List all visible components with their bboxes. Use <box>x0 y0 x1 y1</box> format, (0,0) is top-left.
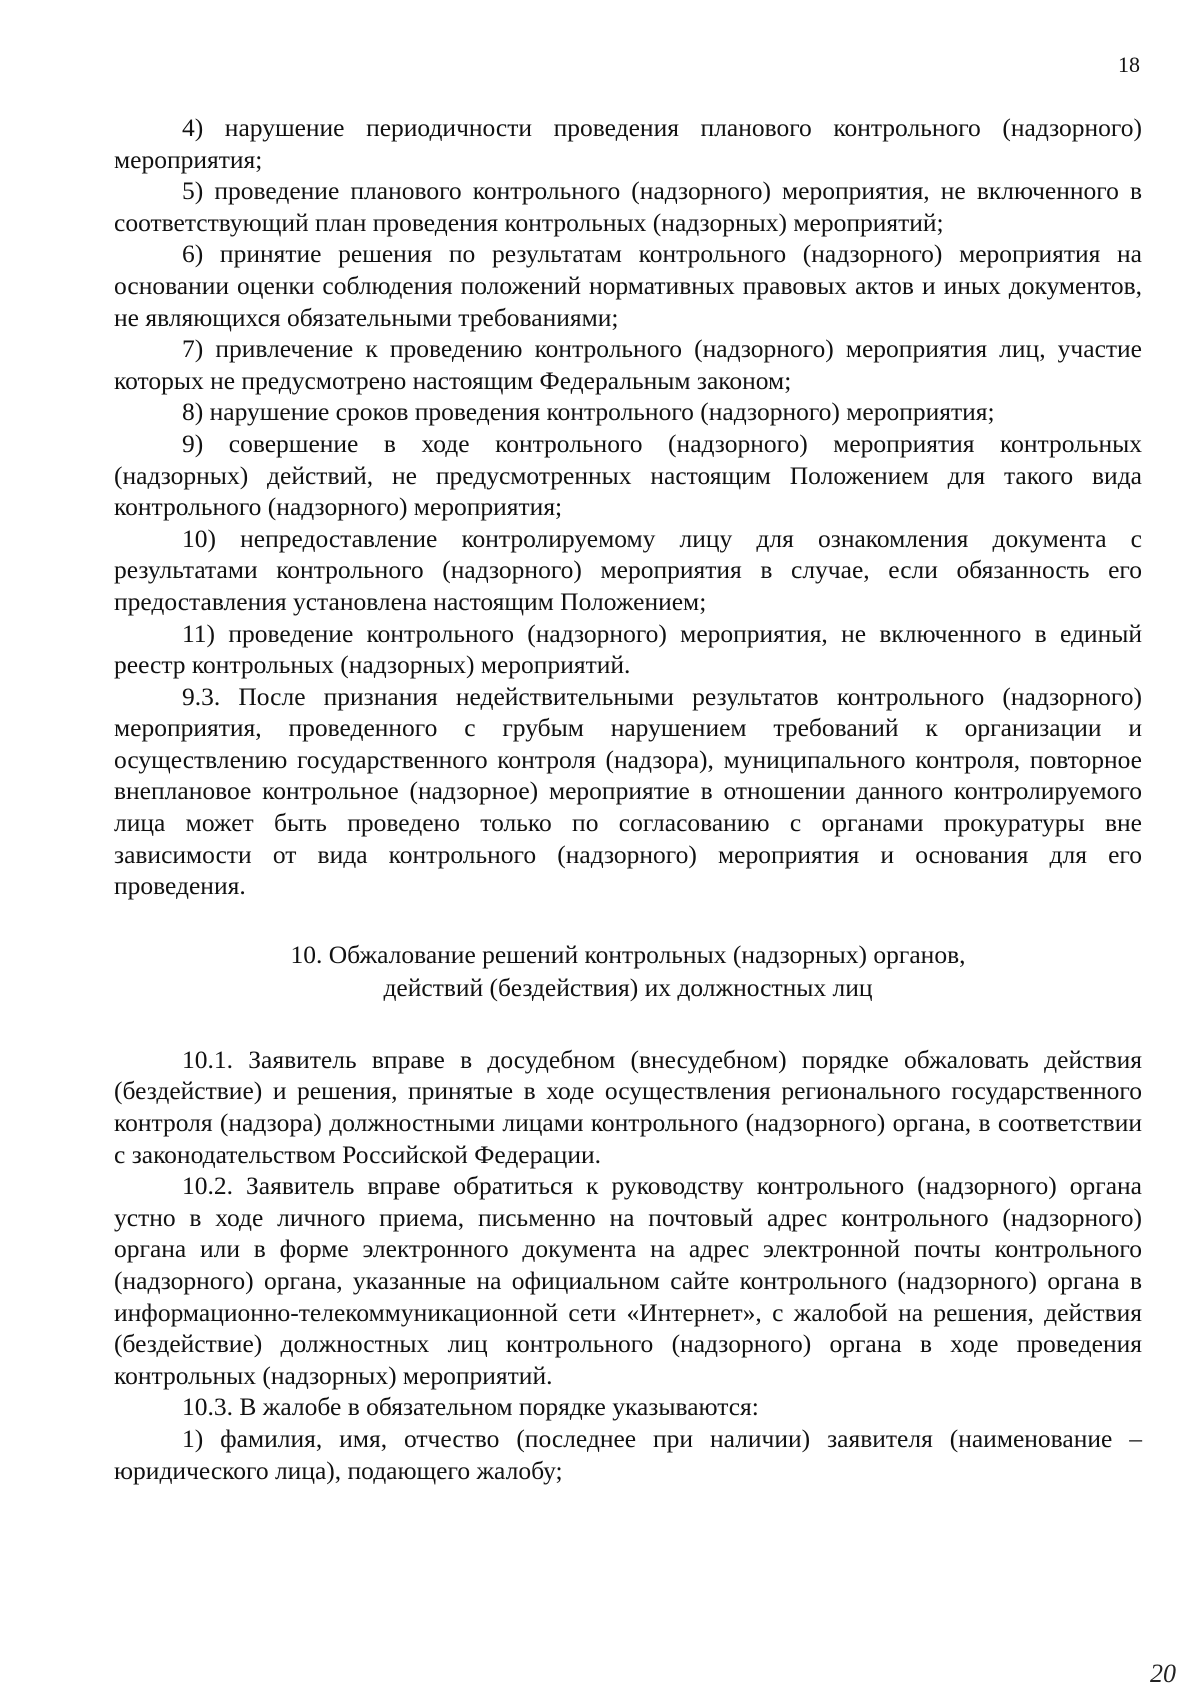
clause-10-3: 10.3. В жалобе в обязательном порядке указываются: <box>182 1392 759 1422</box>
list-item-7: 7) привлечение к проведению контрольного (надзорного) мероприятия лиц, участие которых не предусмотрено настоящим Федеральным законом; <box>114 334 1142 395</box>
clause-9-3: 9.3. После признания недействительными результатов контрольного (надзорного) мероприятия, проведенного с грубым нарушением требований к организации и осуществлению государственного контроля (надзора), муниципального контроля, повторное внеплановое контрольное (надзорное) мероприятие в отношении данного контролируемого лица может быть проведено только по согласованию с органами прокуратуры вне зависимости от вида контрольного (надзорного) мероприятия и основания для его проведения. <box>114 681 1142 901</box>
list-item-11: 11) проведение контрольного (надзорного) мероприятия, не включенного в единый реестр контрольных (надзорных) мероприятий. <box>114 618 1142 680</box>
clause-10-2: 10.2. Заявитель вправе обратиться к руководству контрольного (надзорного) органа устно в ходе личного приема, письменно на почтовый адрес контрольного (надзорного) органа или в форме электронного документа на адрес электронной почты контрольного (надзорного) органа, указанные на официальном сайте контрольного (надзорного) органа в информационно-телекоммуникационной сети «Интернет», с жалобой на решения, действия (бездействие) должностных лиц контрольного (надзорного) органа в ходе проведения контрольных (надзорных) мероприятий. <box>114 1171 1142 1390</box>
clause-10-3-item-1: 1) фамилия, имя, отчество (последнее при наличии) заявителя (наименование – юридического лица), подающего жалобу; <box>114 1423 1142 1485</box>
clause-10-1: 10.1. Заявитель вправе в досудебном (внесудебном) порядке обжаловать действия (бездействие) и решения, принятые в ходе осуществления регионального государственного контроля (надзора) должностными лицами контрольного (надзорного) органа, в соответствии с законодательством Российской Федерации. <box>114 1044 1142 1169</box>
page-number: 18 <box>1118 52 1140 77</box>
section-heading <box>114 938 1142 1004</box>
document-body <box>114 112 1142 1486</box>
list-item-9: 9) совершение в ходе контрольного (надзорного) мероприятия контрольных (надзорных) действий, не предусмотренных настоящим Положением для такого вида контрольного (надзорного) мероприятия; <box>114 428 1142 522</box>
list-item-10: 10) непредоставление контролируемому лицу для ознакомления документа с результатами контрольного (надзорного) мероприятия в случае, если обязанность его предоставления установлена настоящим Положением; <box>114 523 1142 616</box>
list-item-6: 6) принятие решения по результатам контрольного (надзорного) мероприятия на основании оценки соблюдения положений нормативных правовых актов и иных документов, не являющихся обязательными требованиями; <box>114 239 1142 332</box>
list-item-5: 5) проведение планового контрольного (надзорного) мероприятия, не включенного в соответствующий план проведения контрольных (надзорных) мероприятий; <box>114 176 1142 237</box>
handwritten-page-mark: 20 <box>1150 1659 1176 1688</box>
section-heading-line-2: действий (бездействия) их должностных лиц <box>383 972 873 1002</box>
list-item-8: 8) нарушение сроков проведения контрольного (надзорного) мероприятия; <box>182 397 995 427</box>
section-heading-line-1: 10. Обжалование решений контрольных (надзорных) органов, <box>290 939 966 969</box>
list-item-4: 4) нарушение периодичности проведения планового контрольного (надзорного) мероприятия; <box>114 113 1142 174</box>
